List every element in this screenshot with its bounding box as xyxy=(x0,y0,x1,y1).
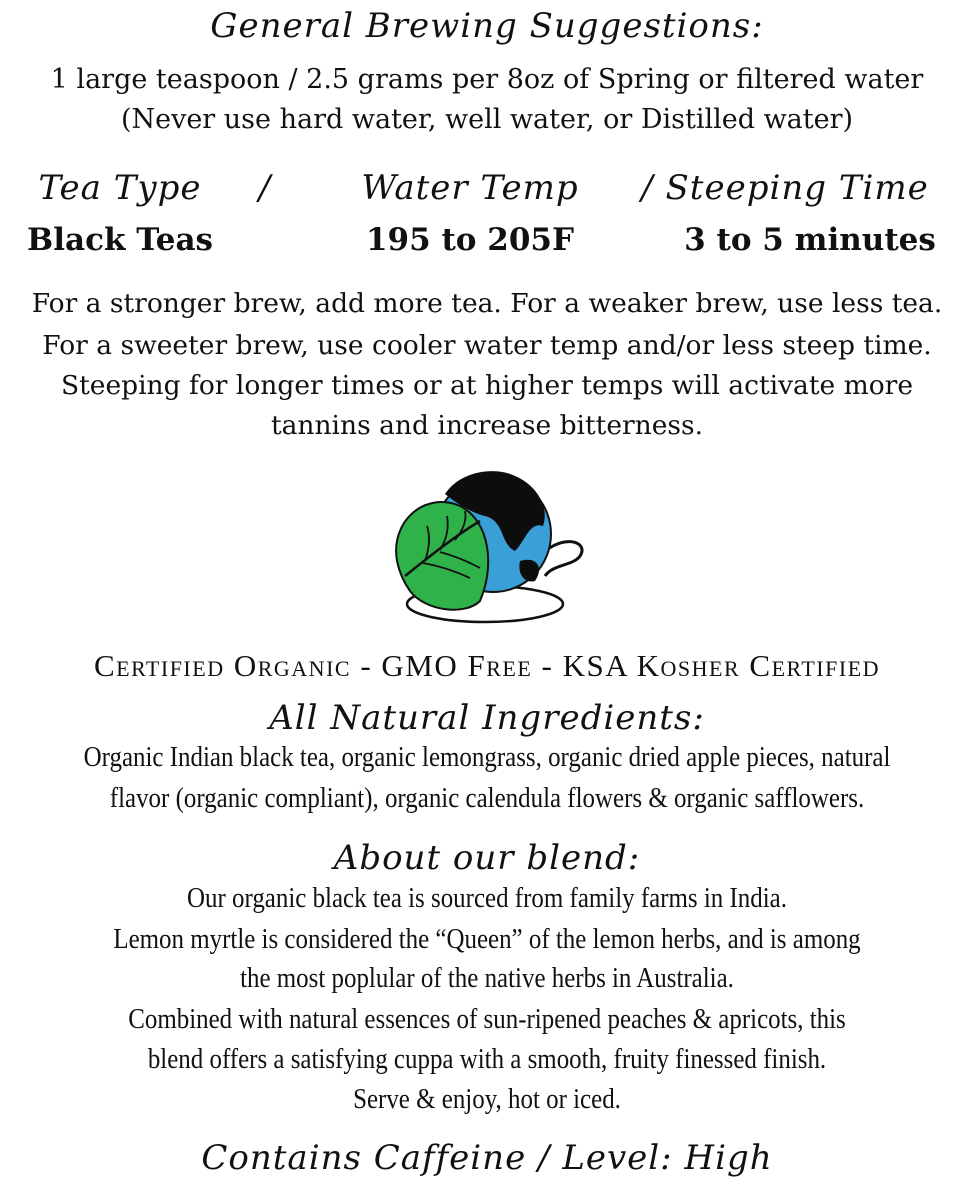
tip-line-2: For a sweeter brew, use cooler water temp and/or less steep time. xyxy=(42,330,932,361)
ingredients-line-2: flavor (organic compliant), organic calendula flowers & organic safflowers. xyxy=(109,782,865,814)
tip-line-1: For a stronger brew, add more tea. For a weaker brew, use less tea. xyxy=(31,288,943,319)
brewing-line-1: 1 large teaspoon / 2.5 grams per 8oz of Spring or filtered water xyxy=(50,64,924,95)
globe-leaf-teacup-icon xyxy=(385,466,591,626)
caffeine-level: Contains Caffeine / Level: High xyxy=(201,1138,773,1178)
blend-line-6: Serve & enjoy, hot or iced. xyxy=(353,1083,621,1115)
blend-line-2: Lemon myrtle is considered the “Queen” of the lemon herbs, and is among xyxy=(113,923,861,955)
tip-line-3: Steeping for longer times or at higher temps will activate more xyxy=(60,370,914,401)
header-steeping-time: / Steeping Time xyxy=(641,168,929,208)
header-tea-type: Tea Type xyxy=(38,168,202,208)
blend-line-3: the most poplular of the native herbs in Australia. xyxy=(240,962,734,994)
blend-line-4: Combined with natural essences of sun-ripened peaches & apricots, this xyxy=(128,1003,846,1035)
tip-line-4: tannins and increase bitterness. xyxy=(270,410,704,441)
water-temp-value: 195 to 205F xyxy=(365,222,574,258)
ingredients-heading: All Natural Ingredients: xyxy=(269,698,705,738)
blend-line-5: blend offers a satisfying cuppa with a smooth, fruity finessed finish. xyxy=(147,1043,827,1075)
brewing-heading: General Brewing Suggestions: xyxy=(210,6,764,46)
blend-heading: About our blend: xyxy=(333,838,641,878)
tea-type-value: Black Teas xyxy=(27,222,213,258)
ingredients-line-1: Organic Indian black tea, organic lemongrass, organic dried apple pieces, natural xyxy=(83,741,891,773)
steeping-time-value: 3 to 5 minutes xyxy=(684,222,936,258)
blend-line-1: Our organic black tea is sourced from family farms in India. xyxy=(186,882,787,914)
header-water-temp: Water Temp xyxy=(361,168,579,208)
header-separator: / xyxy=(258,168,272,208)
brewing-line-2: (Never use hard water, well water, or Distilled water) xyxy=(120,104,854,135)
certifications: Certified Organic - GMO Free - KSA Kosher Certified xyxy=(93,648,881,683)
